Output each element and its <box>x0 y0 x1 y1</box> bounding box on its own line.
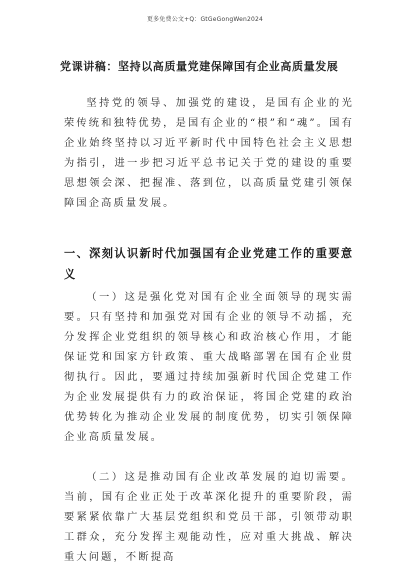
paragraph-1 <box>64 94 354 214</box>
paragraph-2 <box>64 288 354 448</box>
header-note: 更多免费公文+Q：GtGeGongWen2024 <box>146 16 264 23</box>
paragraph-1-text: 坚持党的领导、加强党的建设，是国有企业的光荣传统和独特优势，是国有企业的“根”和“魂”。国有企业始终坚持以习近平新时代中国特色社会主义思想为指引，进一步把习近平总书记关于党的建设的重要思想领会深、把握准、落到位，以高质量党建引领保障国企高质量发展。 <box>64 98 354 209</box>
paragraph-3 <box>64 468 354 568</box>
section-heading-1: 一、深刻认识新时代加强国有企业党建工作的重要意义 <box>64 247 354 281</box>
document-title: 党课讲稿：坚持以高质量党建保障国有企业高质量发展 <box>60 60 339 73</box>
paragraph-2-text: （一）这是强化党对国有企业全面领导的现实需要。只有坚持和加强党对国有企业的领导不动摇，充分发挥企业党组织的领导核心和政治核心作用，才能保证党和国家方针政策、重大战略部署在国有企业贯彻执行。因此，要通过持续加强新时代国企党建工作为企业发展提供有力的政治保证，将国企党建的政治优势转化为推动企业发展的制度优势，切实引领保障企业高质量发展。 <box>64 292 354 443</box>
paragraph-3-text: （二）这是推动国有企业改革发展的迫切需要。当前，国有企业正处于改革深化提升的重要阶段，需要紧紧依靠广大基层党组织和党员干部，引领带动职工群众，充分发挥主观能动性，应对重大挑战、解决重大问题，不断提高 <box>64 472 354 563</box>
